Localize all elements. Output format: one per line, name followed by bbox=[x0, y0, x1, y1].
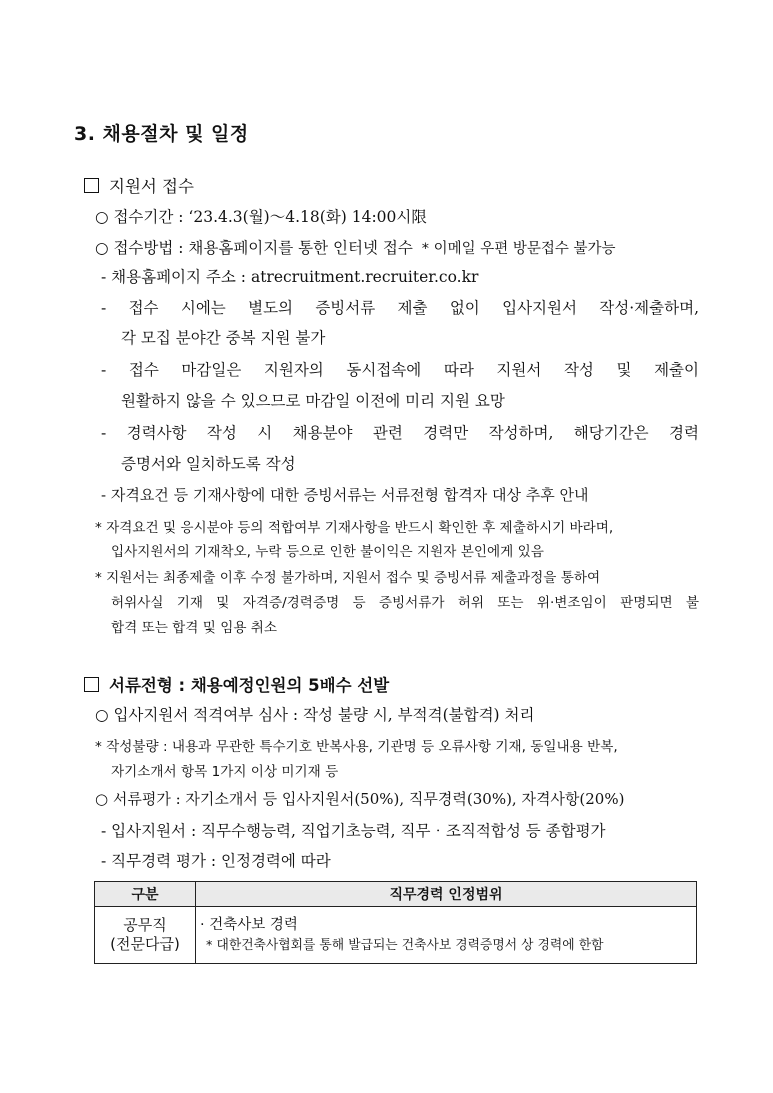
note2-line1: * 지원서는 최종제출 이후 수정 불가하며, 지원서 접수 및 증빙서류 제출과정을 통하여 bbox=[95, 570, 601, 586]
scope-text: · 건축사보 경력 bbox=[200, 917, 298, 933]
note1-line1: * 자격요건 및 응시분야 등의 적합여부 기재사항을 반드시 확인한 후 제출하시기 바라며, bbox=[95, 520, 614, 536]
bullet1-line1: - 접수 시에는 별도의 증빙서류 제출 없이 입사지원서 작성·제출하며, bbox=[101, 299, 699, 317]
bullet1-line2: 각 모집 분야간 중복 지원 불가 bbox=[121, 329, 326, 347]
screening: ○ 입사지원서 적격여부 심사 : 작성 불량 시, 부적격(불합격) 처리 bbox=[95, 706, 535, 724]
table-header-category: 구분 bbox=[95, 882, 196, 907]
scope-note: * 대한건축사협회를 통해 발급되는 건축사보 경력증명서 상 경력에 한함 bbox=[206, 938, 604, 953]
homepage-address: - 채용홈페이지 주소 : atrecruitment.recruiter.co.kr bbox=[101, 268, 479, 286]
table-row bbox=[95, 907, 697, 964]
bullet3-line1: - 경력사항 작성 시 채용분야 관련 경력만 작성하며, 해당기간은 경력 bbox=[101, 424, 699, 442]
checkbox-square-icon bbox=[84, 677, 99, 692]
category-line1: 공무직 bbox=[123, 916, 167, 934]
table-cell-scope bbox=[196, 907, 697, 964]
table-header-scope: 직무경력 인정범위 bbox=[196, 882, 697, 907]
career-recognition-table bbox=[94, 881, 697, 964]
application-period: ○ 접수기간 : ‘23.4.3(월)～4.18(화) 14:00시限 bbox=[95, 208, 427, 226]
screening-note-line1: * 작성불량 : 내용과 무관한 특수기호 반복사용, 기관명 등 오류사항 기재, 동일내용 반복, bbox=[95, 739, 618, 755]
section1-title bbox=[84, 173, 194, 197]
bullet2-line2: 원활하지 않을 수 있으므로 마감일 이전에 미리 지원 요망 bbox=[121, 392, 505, 410]
table-header-row bbox=[95, 882, 697, 907]
application-evaluation: - 입사지원서 : 직무수행능력, 직업기초능력, 직무‧조직적합성 등 종합평가 bbox=[101, 822, 606, 840]
table-cell-category bbox=[95, 907, 196, 964]
screening-note-line2: 자기소개서 항목 1가지 이상 미기재 등 bbox=[111, 764, 339, 780]
note2-line3: 합격 또는 합격 및 임용 취소 bbox=[111, 620, 278, 636]
section2-title bbox=[84, 672, 389, 696]
note1-line2: 입사지원서의 기재착오, 누락 등으로 인한 불이익은 지원자 본인에게 있음 bbox=[111, 544, 544, 560]
note2-line2: 허위사실 기재 및 자격증/경력증명 등 증빙서류가 허위 또는 위·변조임이 판명되면 불 bbox=[111, 595, 699, 611]
bullet4: - 자격요건 등 기재사항에 대한 증빙서류는 서류전형 합격자 대상 추후 안내 bbox=[101, 486, 589, 504]
checkbox-square-icon bbox=[84, 178, 99, 193]
application-method bbox=[95, 236, 616, 258]
section-heading: 3. 채용절차 및 일정 bbox=[74, 123, 249, 145]
section2-title-text: 서류전형 : 채용예정인원의 5배수 선발 bbox=[109, 676, 390, 695]
bullet2-line1: - 접수 마감일은 지원자의 동시접속에 따라 지원서 작성 및 제출이 bbox=[101, 361, 699, 379]
application-method-note: * 이메일 우편 방문접수 불가능 bbox=[421, 241, 616, 257]
application-method-text: ○ 접수방법 : 채용홈페이지를 통한 인터넷 접수 bbox=[95, 239, 413, 257]
document-evaluation: ○ 서류평가 : 자기소개서 등 입사지원서(50%), 직무경력(30%), 자격사항(20%) bbox=[95, 790, 625, 808]
bullet3-line2: 증명서와 일치하도록 작성 bbox=[121, 455, 296, 473]
category-line2: (전문다급) bbox=[110, 935, 180, 953]
career-evaluation: - 직무경력 평가 : 인정경력에 따라 bbox=[101, 852, 331, 870]
section1-title-text: 지원서 접수 bbox=[109, 177, 194, 196]
